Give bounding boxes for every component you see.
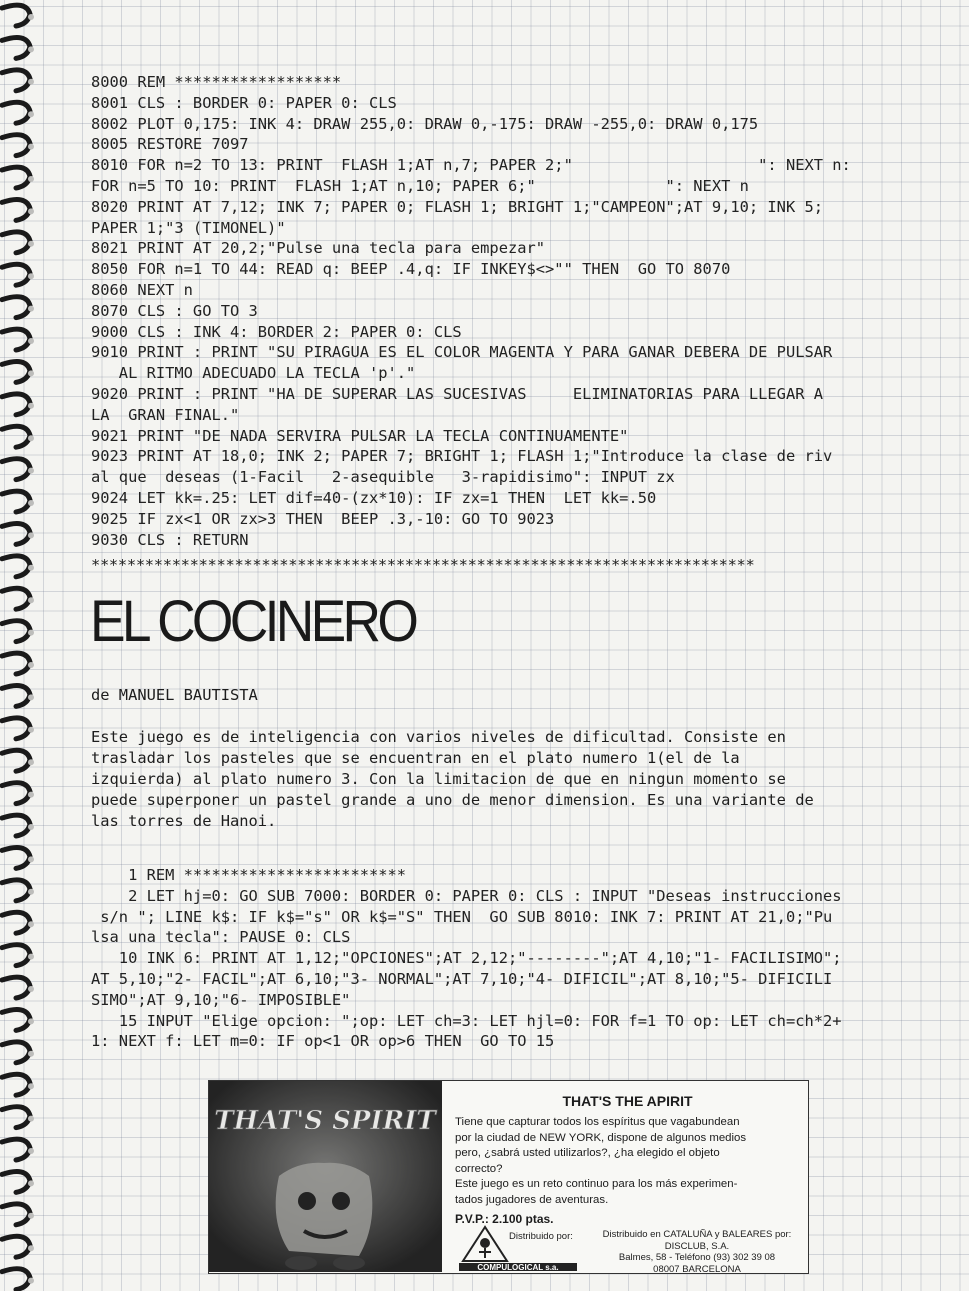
- spiral-ring: [2, 685, 30, 706]
- punch-hole: [28, 662, 34, 668]
- spiral-ring: [2, 361, 30, 382]
- advertisement: [208, 1080, 809, 1274]
- code-line: 8010 FOR n=2 TO 13: PRINT FLASH 1;AT n,7; PAPER 2;" ": NEXT n:: [91, 156, 851, 175]
- code-line: 8021 PRINT AT 20,2;"Pulse una tecla para empezar": [91, 239, 546, 258]
- spiral-ring: [2, 102, 30, 123]
- code-line: lsa una tecla": PAUSE 0: CLS: [91, 928, 351, 947]
- punch-hole: [28, 403, 34, 409]
- code-line: 9000 CLS : INK 4: BORDER 2: PAPER 0: CLS: [91, 322, 462, 341]
- spiral-ring: [2, 5, 30, 26]
- punch-hole: [28, 759, 34, 765]
- spiral-ring: [2, 912, 30, 933]
- ad-title: THAT'S THE APIRIT: [562, 1093, 693, 1109]
- spiral-ring: [2, 1171, 30, 1192]
- spiral-ring: [2, 37, 30, 58]
- spiral-ring: [2, 135, 30, 156]
- spiral-ring: [2, 653, 30, 674]
- game-description: [91, 727, 891, 832]
- code-line: PAPER 1;"3 (TIMONEL)": [91, 218, 286, 237]
- code-line: 8070 CLS : GO TO 3: [91, 301, 258, 320]
- punch-hole: [28, 208, 34, 214]
- punch-hole: [28, 532, 34, 538]
- spiral-ring: [2, 1236, 30, 1257]
- spiral-ring: [2, 426, 30, 447]
- punch-hole: [28, 792, 34, 798]
- description-line: izquierda) al plato numero 3. Con la limitacion de que en ningun momento se: [91, 770, 786, 788]
- code-line: 9023 PRINT AT 18,0; INK 2; PAPER 7; BRIGHT 1; FLASH 1;"Introduce la clase de riv: [91, 447, 833, 466]
- spiral-ring: [2, 718, 30, 739]
- punch-hole: [28, 306, 34, 312]
- spiral-ring: [2, 1139, 30, 1160]
- punch-hole: [28, 1213, 34, 1219]
- code-line: 8005 RESTORE 7097: [91, 135, 249, 154]
- punch-hole: [28, 856, 34, 862]
- ad-body: [455, 1115, 800, 1208]
- spiral-ring: [2, 1107, 30, 1128]
- author-line: de MANUEL BAUTISTA: [91, 686, 258, 704]
- punch-hole: [28, 954, 34, 960]
- description-line: puede superponer un pastel grande a uno de menor dimension. Es una variante de: [91, 791, 814, 809]
- punch-hole: [28, 565, 34, 571]
- code-line: SIMO";AT 9,10;"6- IMPOSIBLE": [91, 990, 351, 1009]
- description-line: trasladar los pasteles que se encuentran en el plato numero 1(el de la: [91, 749, 740, 767]
- ad-cover-image: [209, 1081, 442, 1272]
- description-line: las torres de Hanoi.: [91, 812, 277, 830]
- ad-body-line: Tiene que capturar todos los espíritus que vagabundean: [455, 1116, 740, 1128]
- punch-hole: [28, 889, 34, 895]
- code-line: 8002 PLOT 0,175: INK 4: DRAW 255,0: DRAW 0,-175: DRAW -255,0: DRAW 0,175: [91, 114, 759, 133]
- spiral-ring: [2, 815, 30, 836]
- punch-hole: [28, 1245, 34, 1251]
- code-line: 1: NEXT f: LET m=0: IF op<1 OR op>6 THEN GO TO 15: [91, 1032, 555, 1051]
- code-line: 10 INK 6: PRINT AT 1,12;"OPCIONES";AT 2,12;"--------";AT 4,10;"1- FACILISIMO";: [91, 949, 842, 968]
- code-line: 2 LET hj=0: GO SUB 7000: BORDER 0: PAPER 0: CLS : INPUT "Deseas instrucciones: [91, 886, 842, 905]
- spiral-ring: [2, 1009, 30, 1030]
- punch-hole: [28, 46, 34, 52]
- punch-hole: [28, 921, 34, 927]
- code-line: AT 5,10;"2- FACIL";AT 6,10;"3- NORMAL";AT 7,10;"4- DIFICIL";AT 8,10;"5- DIFICILI: [91, 969, 833, 988]
- spiral-ring: [2, 297, 30, 318]
- logo-text: COMPULOGICAL s.a.: [477, 1263, 559, 1271]
- ad-image-title: THAT'S SPIRIT: [214, 1106, 436, 1136]
- spiral-ring: [2, 1042, 30, 1063]
- punch-hole: [28, 1148, 34, 1154]
- code-line: AL RITMO ADECUADO LA TECLA 'p'.": [91, 364, 416, 383]
- punch-hole: [28, 273, 34, 279]
- code-line: 9010 PRINT : PRINT "SU PIRAGUA ES EL COLOR MAGENTA Y PARA GANAR DEBERA DE PULSAR: [91, 343, 833, 362]
- code-line: 9025 IF zx<1 OR zx>3 THEN BEEP .3,-10: GO TO 9023: [91, 509, 555, 528]
- punch-hole: [28, 597, 34, 603]
- punch-hole: [28, 338, 34, 344]
- article-title: EL COCINERO: [90, 589, 416, 654]
- distribution-line: Balmes, 58 - Teléfono (93) 302 39 08: [618, 1252, 776, 1263]
- punch-hole: [28, 1018, 34, 1024]
- code-line: 8001 CLS : BORDER 0: PAPER 0: CLS: [91, 93, 397, 112]
- code-line: 9020 PRINT : PRINT "HA DE SUPERAR LAS SUCESIVAS ELIMINATORIAS PARA LLEGAR A: [91, 384, 824, 403]
- spiral-ring: [2, 588, 30, 609]
- punch-hole: [28, 79, 34, 85]
- code-line: 8000 REM ******************: [91, 73, 342, 91]
- punch-hole: [28, 1051, 34, 1057]
- spiral-binding: [0, 0, 46, 1291]
- ad-body-line: tados jugadores de aventuras.: [455, 1193, 609, 1206]
- spiral-ring: [2, 556, 30, 577]
- code-line: s/n "; LINE k$: IF k$="s" OR k$="S" THEN GO SUB 8010: INK 7: PRINT AT 21,0;"Pu: [91, 907, 833, 926]
- spiral-ring: [2, 264, 30, 285]
- punch-hole: [28, 1083, 34, 1089]
- code-line: 9030 CLS : RETURN: [91, 530, 249, 549]
- spiral-ring: [2, 329, 30, 350]
- punch-hole: [28, 1116, 34, 1122]
- punch-hole: [28, 370, 34, 376]
- code-line: FOR n=5 TO 10: PRINT FLASH 1;AT n,10; PAPER 6;" ": NEXT n: [91, 176, 749, 195]
- spiral-ring: [2, 880, 30, 901]
- punch-hole: [28, 111, 34, 117]
- code-line: 15 INPUT "Elige opcion: ";op: LET ch=3: LET hjl=0: FOR f=1 TO op: LET ch=ch*2+: [91, 1011, 842, 1030]
- ad-body-line: pero, ¿sabrá usted utilizarlos?, ¿ha elegido el objeto: [455, 1147, 720, 1159]
- punch-hole: [28, 986, 34, 992]
- code-line: 8050 FOR n=1 TO 44: READ q: BEEP .4,q: IF INKEY$<>"" THEN GO TO 8070: [91, 260, 731, 279]
- code-line: 8020 PRINT AT 7,12; INK 7; PAPER 0; FLASH 1; BRIGHT 1;"CAMPEON";AT 9,10; INK 5;: [91, 197, 824, 216]
- spiral-ring: [2, 491, 30, 512]
- code-line: LA GRAN FINAL.": [91, 405, 240, 424]
- punch-hole: [28, 468, 34, 474]
- punch-hole: [28, 1278, 34, 1284]
- punch-hole: [28, 824, 34, 830]
- spiral-ring: [2, 1269, 30, 1290]
- code-line: 9021 PRINT "DE NADA SERVIRA PULSAR LA TECLA CONTINUAMENTE": [91, 426, 629, 445]
- distribution-line: 08007 BARCELONA: [653, 1263, 741, 1275]
- distribution-info: [587, 1229, 807, 1275]
- ad-price: P.V.P.: 2.100 ptas.: [455, 1212, 554, 1226]
- ad-body-line: Este juego es un reto continuo para los más experimen-: [455, 1178, 738, 1190]
- distribution-line: Distribuido en CATALUÑA y BALEARES por:: [602, 1229, 792, 1240]
- punch-hole: [28, 500, 34, 506]
- punch-hole: [28, 14, 34, 20]
- punch-hole: [28, 1180, 34, 1186]
- spiral-ring: [2, 199, 30, 220]
- punch-hole: [28, 241, 34, 247]
- spiral-ring: [2, 621, 30, 642]
- ad-body-line: correcto?: [455, 1162, 503, 1175]
- spiral-ring: [2, 232, 30, 253]
- spiral-ring: [2, 977, 30, 998]
- spiral-ring: [2, 783, 30, 804]
- code-line: 1 REM ************************: [91, 866, 407, 884]
- distributed-by-label: Distribuido por:: [509, 1231, 573, 1242]
- description-line: Este juego es de inteligencia con varios niveles de dificultad. Consiste en: [91, 728, 786, 746]
- separator-line: **************************************************************************: [91, 556, 755, 574]
- punch-hole: [28, 630, 34, 636]
- spiral-ring: [2, 70, 30, 91]
- punch-hole: [28, 144, 34, 150]
- spiral-ring: [2, 523, 30, 544]
- ad-body-line: por la ciudad de NEW YORK, dispone de algunos medios: [455, 1131, 747, 1144]
- spiral-ring: [2, 167, 30, 188]
- spiral-ring: [2, 945, 30, 966]
- code-listing-top: [91, 72, 921, 550]
- punch-hole: [28, 176, 34, 182]
- punch-hole: [28, 727, 34, 733]
- spiral-ring: [2, 394, 30, 415]
- code-line: 8060 NEXT n: [91, 280, 193, 299]
- spiral-ring: [2, 459, 30, 480]
- code-line: 9024 LET kk=.25: LET dif=40-(zx*10): IF zx=1 THEN LET kk=.50: [91, 488, 657, 507]
- distribution-line: DISCLUB, S.A.: [664, 1240, 730, 1252]
- punch-hole: [28, 435, 34, 441]
- spiral-ring: [2, 750, 30, 771]
- code-line: al que deseas (1-Facil 2-asequible 3-rapidisimo": INPUT zx: [91, 468, 675, 487]
- spiral-ring: [2, 1074, 30, 1095]
- punch-hole: [28, 694, 34, 700]
- code-listing-bottom: [91, 865, 921, 1052]
- spiral-ring: [2, 847, 30, 868]
- spiral-ring: [2, 1204, 30, 1225]
